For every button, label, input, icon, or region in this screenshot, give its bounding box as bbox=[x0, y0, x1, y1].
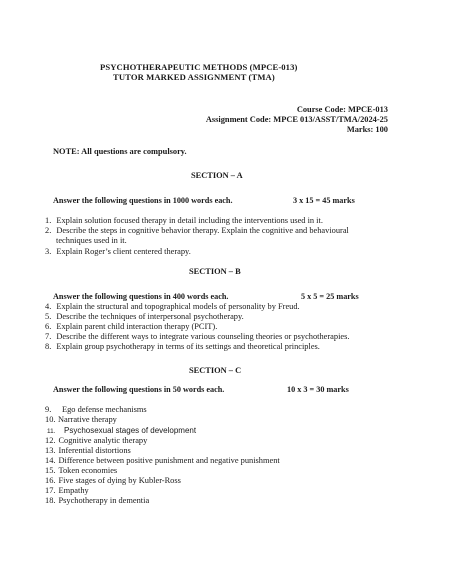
document-subtitle: TUTOR MARKED ASSIGNMENT (TMA) bbox=[113, 72, 275, 82]
section-c-instruction: Answer the following questions in 50 words each. bbox=[53, 385, 225, 394]
question-number: 17. bbox=[45, 486, 56, 495]
question-item bbox=[45, 247, 191, 256]
question-item bbox=[45, 322, 217, 331]
question-text: Explain the structural and topographical models of personality by Freud. bbox=[56, 302, 300, 311]
question-item bbox=[45, 216, 323, 225]
question-text: Explain Roger’s client centered therapy. bbox=[56, 247, 191, 256]
section-a-instruction: Answer the following questions in 1000 words each. bbox=[53, 196, 233, 205]
question-text: Psychotherapy in dementia bbox=[58, 496, 150, 505]
question-number: 16. bbox=[45, 476, 56, 485]
question-item bbox=[45, 332, 349, 341]
question-item bbox=[45, 436, 147, 445]
question-text: Explain parent child interaction therapy (PCIT). bbox=[56, 322, 218, 331]
question-number: 11. bbox=[47, 428, 56, 435]
note: NOTE: All questions are compulsory. bbox=[53, 147, 187, 156]
question-number: 13. bbox=[45, 446, 56, 455]
question-item bbox=[45, 466, 117, 475]
question-text: Inferential distortions bbox=[58, 446, 131, 455]
question-text: Five stages of dying by Kubler-Ross bbox=[58, 476, 181, 485]
section-c-title: SECTION – C bbox=[189, 366, 242, 375]
document-title: PSYCHOTHERAPEUTIC METHODS (MPCE-013) bbox=[100, 62, 298, 72]
question-text: Difference between positive punishment and negative punishment bbox=[58, 456, 280, 465]
question-item bbox=[45, 456, 280, 465]
question-text: Ego defense mechanisms bbox=[62, 405, 147, 414]
question-number: 5. bbox=[45, 312, 52, 321]
section-c-marks: 10 x 3 = 30 marks bbox=[287, 385, 349, 394]
question-item bbox=[47, 426, 196, 435]
question-text: Narrative therapy bbox=[58, 415, 117, 424]
question-number: 8. bbox=[45, 342, 52, 351]
section-a-marks: 3 x 15 = 45 marks bbox=[293, 196, 355, 205]
question-item bbox=[45, 405, 147, 414]
question-number: 7. bbox=[45, 332, 52, 341]
question-item bbox=[45, 302, 300, 311]
section-a-title: SECTION – A bbox=[191, 171, 243, 180]
marks-total: Marks: 100 bbox=[346, 125, 388, 134]
question-number: 18. bbox=[45, 496, 56, 505]
question-text: Explain solution focused therapy in detail including the interventions used in it. bbox=[56, 216, 323, 225]
question-item bbox=[45, 496, 149, 505]
question-number: 12. bbox=[45, 436, 56, 445]
question-text: Cognitive analytic therapy bbox=[58, 436, 148, 445]
course-code: Course Code: MPCE-013 bbox=[296, 105, 388, 114]
question-text: Psychosexual stages of development bbox=[64, 426, 197, 435]
question-item bbox=[45, 226, 349, 235]
question-item bbox=[45, 486, 89, 495]
question-number: 9. bbox=[45, 405, 52, 414]
section-b-marks: 5 x 5 = 25 marks bbox=[301, 292, 359, 301]
section-b-instruction: Answer the following questions in 400 words each. bbox=[53, 292, 229, 301]
question-item bbox=[45, 342, 320, 351]
question-text: Explain group psychotherapy in terms of its settings and theoretical principles. bbox=[56, 342, 320, 351]
question-number: 1. bbox=[45, 216, 52, 225]
question-number: 2. bbox=[45, 226, 52, 235]
question-number: 15. bbox=[45, 466, 56, 475]
section-b-title: SECTION – B bbox=[189, 267, 241, 276]
question-text: Describe the different ways to integrate various counseling theories or psychotherapies. bbox=[56, 332, 350, 341]
question-continuation: techniques used in it. bbox=[56, 236, 127, 245]
question-number: 10. bbox=[45, 415, 56, 424]
question-number: 4. bbox=[45, 302, 52, 311]
question-text: Token economies bbox=[58, 466, 118, 475]
assignment-code: Assignment Code: MPCE 013/ASST/TMA/2024-25 bbox=[205, 115, 388, 124]
question-number: 6. bbox=[45, 322, 52, 331]
question-text: Describe the techniques of interpersonal psychotherapy. bbox=[56, 312, 244, 321]
question-item bbox=[45, 312, 244, 321]
question-item bbox=[45, 446, 131, 455]
question-item bbox=[45, 415, 117, 424]
question-text: Empathy bbox=[58, 486, 89, 495]
question-item bbox=[45, 476, 181, 485]
question-text: Describe the steps in cognitive behavior therapy. Explain the cognitive and behavioural bbox=[56, 226, 349, 235]
question-number: 14. bbox=[45, 456, 56, 465]
question-number: 3. bbox=[45, 247, 52, 256]
